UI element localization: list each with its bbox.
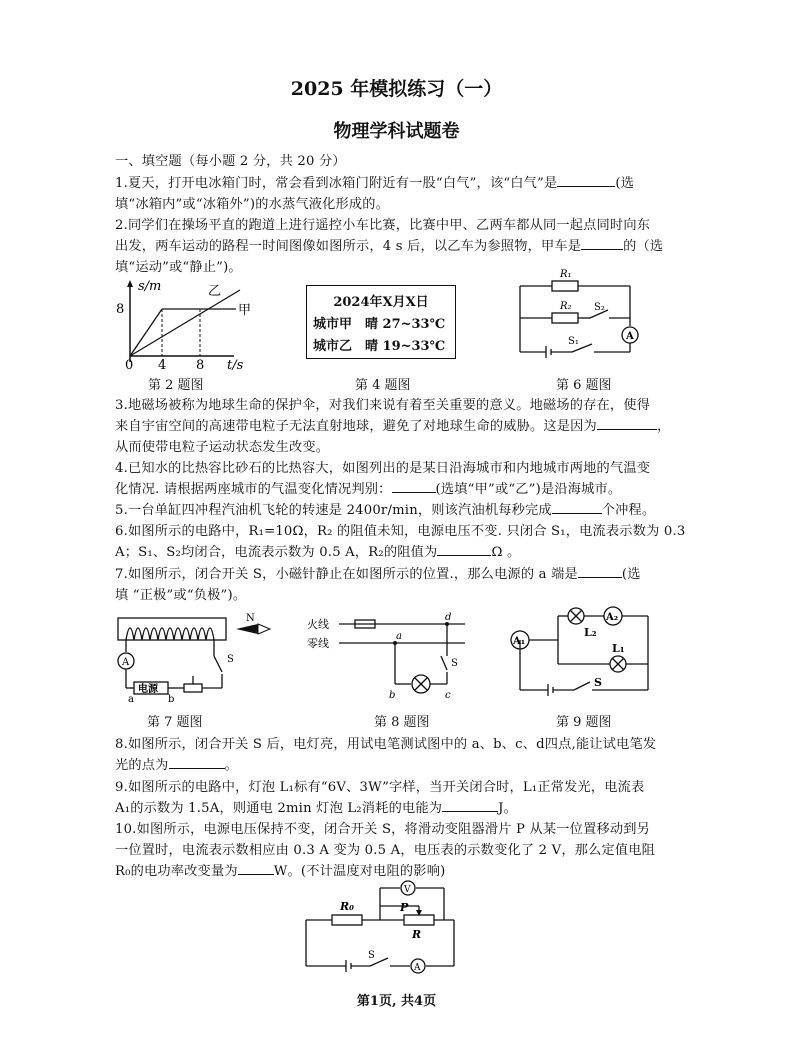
q6-text-b: Ω 。 [491,545,521,560]
fig10-r0 [332,915,362,925]
question-1 [115,172,634,191]
q8-blank[interactable] [169,757,225,769]
q10-text-b: W。(不计温度对电阻的影响) [273,864,446,879]
q9-text-a: A₁的示数为 1.5A，则通电 2min 灯泡 L₂消耗的电能为 [115,801,443,816]
fig4-date: 2024年X月X日 [333,295,429,310]
fig10-label-a: A [414,963,421,973]
fig4-row-yi: 城市乙 晴 19~33℃ [313,339,446,354]
fig6-label-s1: S₁ [568,336,579,347]
q7-text-a: 7.如图所示，闭合开关 S，小磁针静止在如图所示的位置.，那么电源的 a 端是 [115,567,578,582]
fig7-needle-dark [236,624,258,634]
q2-line-2 [115,235,663,254]
q5-text-b: 个冲程。 [601,503,656,518]
fig6-circuit [510,266,650,362]
fig2-ylabel: s/m [138,279,162,294]
fig6-label-s2: S₂ [594,302,605,313]
fig7-label-source: 电源 [138,684,158,695]
q1-text-b: (选 [615,176,635,191]
fig7-electromagnet [110,612,280,704]
fig2-st-graph [110,278,270,370]
fig10-circuit [296,880,466,976]
q6-line-2 [115,541,520,560]
fig4-row-jia: 城市甲 晴 27~33℃ [313,317,446,332]
fig10-label-v: V [404,885,411,895]
fig6-label-r2: R₂ [560,301,572,312]
q1-line-2: 填“冰箱内”或“冰箱外”)的水蒸气液化形成的。 [115,197,390,212]
fig9-caption: 第 9 题图 [556,715,612,730]
fig6-r1 [552,281,578,291]
section-heading: 一、填空题（每小题 2 分，共 20 分） [115,154,346,169]
fig9-circuit [498,600,668,702]
page-number: 第1页, 共4页 [356,994,437,1009]
fig8-label-s: S [451,658,458,669]
q4-line-1: 4.已知水的比热容比砂石的比热容大，如图列出的是某日沿海城市和内地城市两地的气温变 [115,461,651,476]
q2-line-3: 填“运动”或“静止”)。 [115,260,242,275]
q7-text-b: (选 [621,567,641,582]
q10-text-a: R₀的电功率改变量为 [115,864,238,879]
fig10-label-r0: R₀ [340,900,354,913]
q7-line-1 [115,563,641,582]
q6-line-1: 6.如图所示的电路中，R₁=10Ω，R₂ 的阻值未知，电源电压不变. 只闭合 S₁，电流表示数为 0.3 [115,524,686,539]
fig2-line-yi [130,290,240,356]
q9-line-2 [115,797,517,816]
fig7-label-b: b [168,694,175,704]
q9-blank[interactable] [442,800,498,812]
fig2-line-jia-rise [130,309,162,356]
fig9-label-l1: L₁ [612,642,625,655]
fig2-y8: 8 [116,302,125,317]
q3-line-1: 3.地磁场被称为地球生命的保护伞，对我们来说有着至关重要的意义。地磁场的存在，使得 [115,398,651,413]
fig10-rheostat [404,915,434,925]
q9-line-1: 9.如图所示的电路中，灯泡 L₁标有“6V、3W”字样，当开关闭合时，L₁正常发光，电流表 [115,780,645,795]
q1-blank[interactable] [557,175,615,187]
fig7-label-s: S [227,654,234,665]
fig4-weather-box [306,285,456,359]
q10-line-3 [115,860,445,879]
q3-line-3: 从而使带电粒子运动状态发生改变。 [115,440,330,455]
page-subtitle: 物理学科试题卷 [333,121,460,142]
fig8-label-b: b [389,690,396,701]
fig2-x0: 0 [125,358,134,370]
q6-blank[interactable] [437,544,491,556]
fig7-needle-light [258,624,270,634]
fig8-label-zero: 零线 [307,637,329,650]
fig4-caption: 第 4 题图 [355,378,411,393]
fig7-caption: 第 7 题图 [147,715,203,730]
fig6-caption: 第 6 题图 [556,378,612,393]
fig8-label-c: c [445,690,451,701]
q10-line-1: 10.如图所示，电源电压保持不变，闭合开关 S，将滑动变阻器滑片 P 从某一位置移动到另 [115,822,651,837]
fig2-label-jia: 甲 [238,303,252,318]
question-5 [115,499,655,518]
fig9-label-s: S [594,676,602,689]
q7-line-2: 填 “正极”或“负极”)。 [115,588,247,603]
fig2-y-arrow [127,280,133,287]
q3-line-2: 来自宇宙空间的高速带电粒子无法直射地球，避免了对地球生命的威胁。这是因为 ， [115,419,671,434]
fig8-label-a: a [396,631,402,642]
q6-text-a: A；S₁、S₂均闭合，电流表示数为 0.5 A，R₂的阻值为 [115,545,438,560]
q8-text-b: 。 [224,758,238,773]
fig9-label-a1: A₁ [513,636,526,647]
fig7-label-n: N [246,613,255,624]
q3-text: 来自宇宙空间的高速带电粒子无法直射地球，避免了对地球生命的威胁。这是因为 [115,419,597,434]
fig9-label-l2: L₂ [584,626,597,639]
q10-line-2: 一位置时，电流表示数相应由 0.3 A 变为 0.5 A，电压表的示数变化了 2 V，那么定值电阻 [115,843,656,858]
fig9-label-a2: A₂ [606,612,619,623]
fig8-caption: 第 8 题图 [374,715,430,730]
fig8-label-fire: 火线 [307,618,329,631]
fig8-label-d: d [445,612,452,623]
q5-text-a: 5.一台单缸四冲程汽油机飞轮的转速是 2400r/min，则该汽油机每秒完成 [115,503,552,518]
q4-text-a: 化情况. 请根据两座城市的气温变化情况判别： [115,482,392,497]
q8-text-a: 光的点为 [115,758,169,773]
fig6-label-a: A [626,331,634,342]
q3-blank[interactable] [597,418,657,430]
q2-text-b: 的（选 [623,239,664,254]
fig8-household-circuit [305,612,475,702]
fig7-label-ammeter: A [122,657,130,668]
q2-text-a: 出发，两车运动的路程一时间图像如图所示，4 s 后，以乙车为参照物，甲车是 [115,239,582,254]
q2-line-1: 2.同学们在操场平直的跑道上进行遥控小车比赛，比赛中甲、乙两车都从同一起点同时向东 [115,218,651,233]
fig10-label-r: R [412,928,422,941]
fig2-caption: 第 2 题图 [148,378,204,393]
page-title: 2025 年模拟练习（一） [290,78,503,100]
q9-text-b: J。 [498,801,517,816]
fig7-coil [126,628,214,640]
q4-text-b: (选填“甲”或“乙”)是沿海城市。 [435,482,622,497]
fig2-x4: 4 [158,358,167,370]
fig10-label-s: S [368,950,375,961]
q5-blank[interactable] [552,502,602,514]
q8-line-2 [115,754,238,773]
fig6-label-r1: R₁ [560,269,572,280]
q4-blank[interactable] [392,481,436,493]
fig6-r2 [552,313,578,323]
fig7-rheostat [184,684,202,692]
fig2-x8: 8 [196,358,205,370]
fig2-label-yi: 乙 [208,284,222,299]
fig2-xlabel: t/s [227,358,244,370]
q4-line-2 [115,478,621,497]
q2-blank[interactable] [581,238,623,250]
q8-line-1: 8.如图所示，闭合开关 S 后，电灯亮，用试电笔测试图中的 a、b、c、d四点,能让试电笔发 [115,737,657,752]
fig7-label-a: a [128,694,134,704]
fig10-label-p: P [400,901,409,914]
q10-blank[interactable] [238,863,274,875]
q7-blank[interactable] [578,566,622,578]
q1-text-a: 1.夏天，打开电冰箱门时，常会看到冰箱门附近有一股“白气”，该“白气”是 [115,176,558,191]
